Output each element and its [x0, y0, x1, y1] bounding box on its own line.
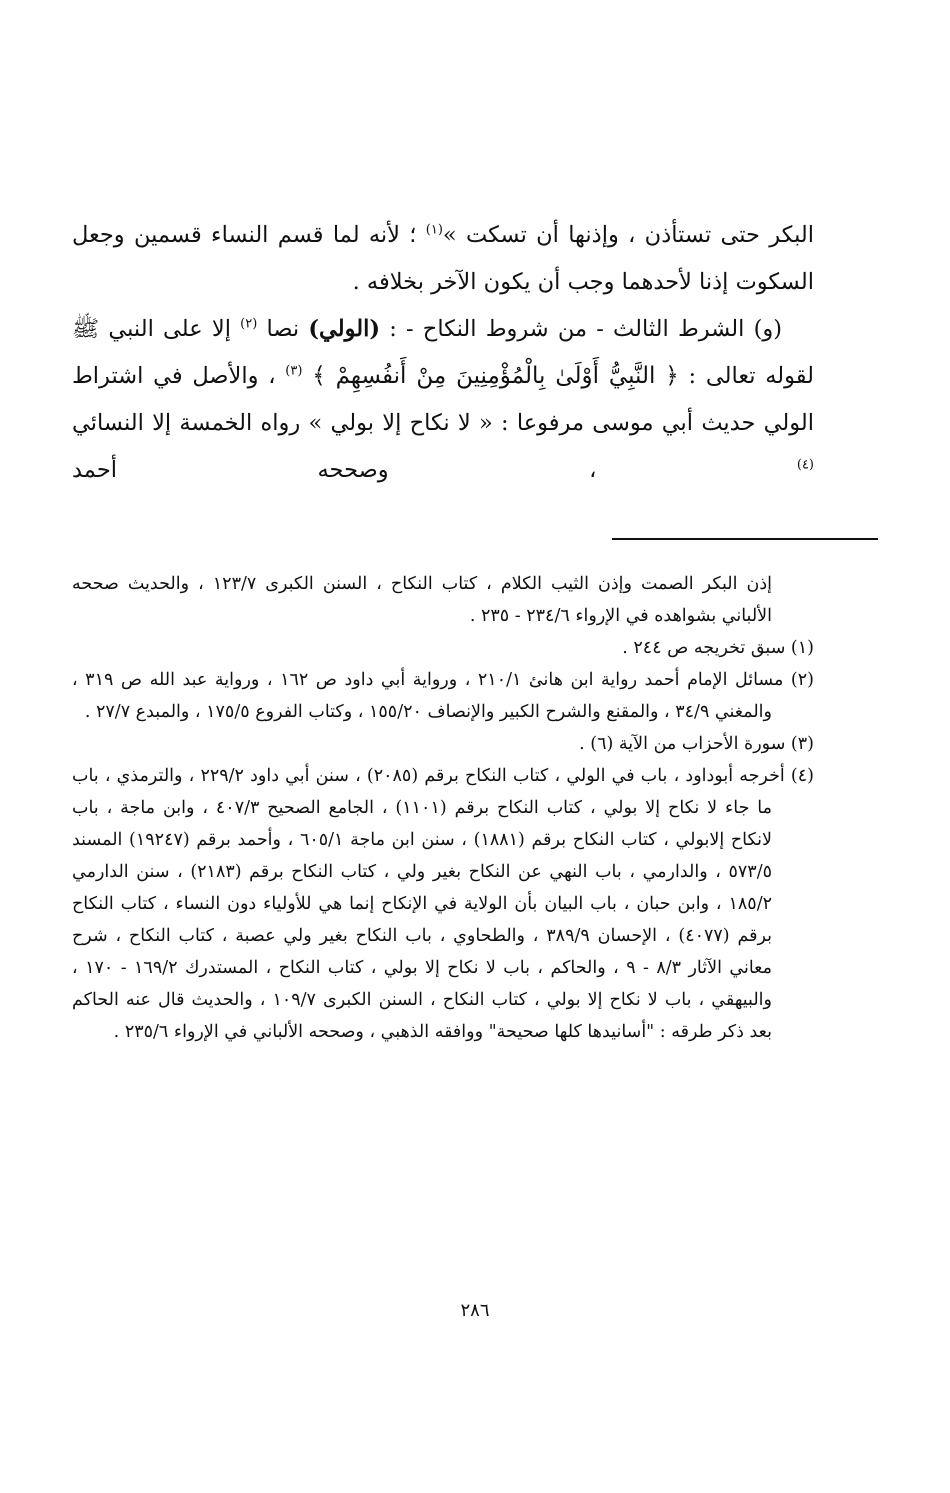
main-text [72, 212, 814, 494]
footnote-marker: (١) [425, 222, 443, 238]
text-run: ؛ لأنه لما قسم النساء قسمين وجعل السكوت إذنا لأحدهما وجب أن يكون الآخر بخلافه . [72, 222, 814, 295]
text-run: نصا [257, 316, 309, 342]
text-run: إلا على النبي ﷺ لقوله تعالى : [72, 316, 815, 389]
footnote-marker: (٤) [796, 457, 814, 473]
footnote: إذن البكر الصمت وإذن الثيب الكلام ، كتاب النكاح ، السنن الكبرى ١٢٣/٧ ، والحديث صححه الألباني بشواهده في الإرواء ٢٣٤/٦ - ٢٣٥ . [72, 574, 773, 626]
body-paragraph-1 [72, 212, 814, 306]
text-run: (و) الشرط الثالث - من شروط النكاح - : [380, 316, 782, 342]
body-paragraph-2 [72, 306, 814, 494]
text-run: ، والأصل في اشتراط الولي حديث أبي موسى مرفوعا : « لا نكاح إلا بولي » رواه الخمسة إلا النسائي [72, 363, 814, 436]
quran-verse: ﴿ النَّبِيُّ أَوْلَىٰ بِالْمُؤْمِنِينَ مِنْ أَنفُسِهِمْ ﴾ [312, 363, 679, 389]
text-run: ، وصححه أحمد [72, 457, 797, 483]
footnote: (٤) أخرجه أبوداود ، باب في الولي ، كتاب النكاح برقم (٢٠٨٥) ، سنن أبي داود ٢٢٩/٢ ، والترمذي ، باب ما جاء لا نكاح إلا بولي ، كتاب النكاح برقم (١١٠١) ، الجامع الصحيح ٤٠٧/٣ ، وابن ماجة ، باب لانكاح إلابولي ، كتاب النكاح برقم (١٨٨١) ، سنن ابن ماجة ٦٠٥/١ ، وأحمد برقم (١٩٢٤٧) المسند ٥٧٣/٥ ، والدارمي ، باب النهي عن النكاح بغير ولي ، كتاب النكاح برقم (٢١٨٣) ، سنن الدارمي ١٨٥/٢ ، وابن حبان ، باب البيان بأن الولاية في الإنكاح إنما هي للأولياء دون النساء ، كتاب النكاح برقم (٤٠٧٧) ، الإحسان ٣٨٩/٩ ، والطحاوي ، باب النكاح بغير ولي عصبة ، كتاب النكاح ، شرح معاني الآثار ٨/٣ - ٩ ، والحاكم ، باب لا نكاح إلا بولي ، كتاب النكاح ، المستدرك ١٦٩/٢ - ١٧٠ ، والبيهقي ، باب لا نكاح إلا بولي ، كتاب النكاح ، السنن الكبرى ١٠٩/٧ ، والحديث قال عنه الحاكم بعد ذكر طرقه : "أسانيدها كلها صحيحة" ووافقه الذهبي ، وصححه الألباني في الإرواء ٢٣٥/٦ . [72, 766, 814, 1042]
footnote: (٢) مسائل الإمام أحمد رواية ابن هانئ ٢١٠/١ ، ورواية أبي داود ص ١٦٢ ، ورواية عبد الله ص ٣١٩ ، والمغني ٣٤/٩ ، والمقنع والشرح الكبير والإنصاف ١٥٥/٢٠ ، وكتاب الفروع ١٧٥/٥ ، والمبدع ٢٧/٧ . [72, 670, 814, 722]
footnote-marker: (٣) [285, 363, 303, 379]
footnote: (١) سبق تخريجه ص ٢٤٤ . [622, 638, 814, 658]
footnotes [72, 568, 814, 1048]
bold-term: (الولي) [308, 316, 380, 342]
page-number: ٢٨٦ [460, 1300, 490, 1321]
text-run [302, 363, 312, 389]
text-run: البكر حتى تستأذن ، وإذنها أن تسكت » [442, 222, 814, 248]
footnote-marker: (٢) [240, 316, 258, 332]
footnote-separator [612, 538, 878, 540]
footnote: (٣) سورة الأحزاب من الآية (٦) . [579, 734, 814, 754]
